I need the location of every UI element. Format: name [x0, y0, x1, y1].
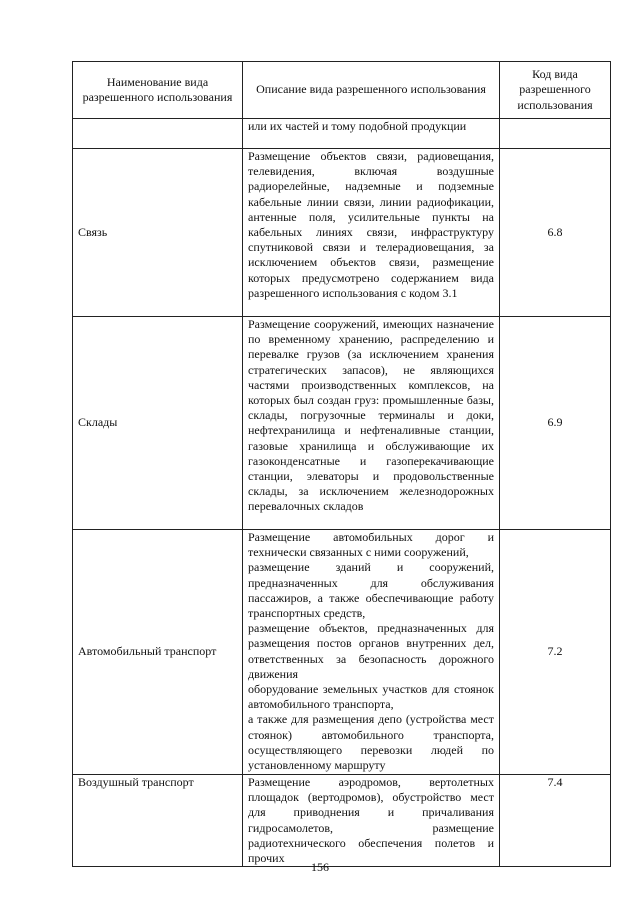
- row-name: Автомобильный транспорт: [73, 530, 243, 775]
- row-code: [500, 119, 611, 149]
- row-name: Связь: [73, 149, 243, 317]
- description-part: а также для размещения депо (устройства мест стоянок) автомобильного транспорта, осуществляющего перевозки людей по установленному маршруту: [248, 712, 494, 773]
- land-use-table: [72, 61, 611, 867]
- header-row: [73, 62, 611, 119]
- header-code: Код вида разрешенного использования: [500, 62, 611, 119]
- header-name: Наименование вида разрешенного использования: [73, 62, 243, 119]
- row-description: Размещение сооружений, имеющих назначение по временному хранению, распределению и перевалке грузов (за исключением хранения стратегических запасов), не являющихся частями производственных комплексов, на которых был создан груз: промышленные базы, склады, погрузочные терминалы и доки, нефтехранилища и нефтеналивные станции, газовые хранилища и обслуживающие их газоконденсатные и газоперекачивающие станции, элеваторы и продовольственные склады, за исключением железнодорожных перевалочных складов: [243, 317, 500, 530]
- row-code: 6.9: [500, 317, 611, 530]
- table-row: [73, 119, 611, 149]
- row-description: [243, 530, 500, 775]
- row-code: 6.8: [500, 149, 611, 317]
- description-part: размещение объектов, предназначенных для размещения постов органов внутренних дел, ответственных за безопасность дорожного движения: [248, 621, 494, 681]
- row-code: 7.2: [500, 530, 611, 775]
- description-part: Размещение автомобильных дорог и технически связанных с ними сооружений,: [248, 530, 494, 560]
- row-name: Воздушный транспорт: [73, 775, 243, 867]
- table-row: [73, 775, 611, 867]
- row-name: Склады: [73, 317, 243, 530]
- table-row: [73, 149, 611, 317]
- description-part: оборудование земельных участков для стоянок автомобильного транспорта,: [248, 682, 494, 712]
- row-description: Размещение объектов связи, радиовещания, телевидения, включая воздушные радиорелейные, надземные и подземные кабельные линии связи, линии радиофикации, антенные поля, усилительные пункты на кабельных линиях связи, инфраструктуру спутниковой связи и телерадиовещания, за исключением объектов связи, размещение которых предусмотрено содержанием вида разрешенного использования с кодом 3.1: [243, 149, 500, 317]
- row-code: 7.4: [500, 775, 611, 867]
- row-name: [73, 119, 243, 149]
- table-row: [73, 530, 611, 775]
- row-description: или их частей и тому подобной продукции: [243, 119, 500, 149]
- table-row: [73, 317, 611, 530]
- page-number: 156: [311, 860, 329, 874]
- header-description: Описание вида разрешенного использования: [243, 62, 500, 119]
- row-description: Размещение аэродромов, вертолетных площадок (вертодромов), обустройство мест для приводнения и причаливания гидросамолетов, размещение радиотехнического обеспечения полетов и прочих: [243, 775, 500, 867]
- description-part: размещение зданий и сооружений, предназначенных для обслуживания пассажиров, а также обеспечивающие работу транспортных средств,: [248, 560, 494, 621]
